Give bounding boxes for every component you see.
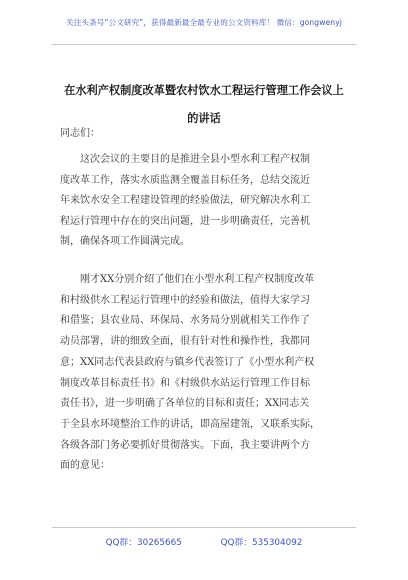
paragraph-line: 和村级供水工程运行管理中的经验和做法，值得大家学习 [60,294,310,306]
footer [0,535,408,548]
paragraph-line: 程运行管理中存在的突出问题，进一步明确责任，完善机 [60,215,310,227]
title-line-1: 在水利产权制度改革暨农村饮水工程运行管理工作会议上 [64,83,344,97]
header-divider [52,44,356,45]
header-banner [0,0,408,44]
footer-qq-group-1: QQ群：30265665 [105,538,182,548]
salutation: 同志们： [60,128,100,139]
paragraph-line: 于全县水环境整治工作的讲话，即高屋建瓴，又联系实际， [60,418,320,430]
title-line-2: 的讲话 [187,111,221,125]
paragraph-line: 和借鉴；县农业局、环保局、水务局分别就相关工作作了 [60,315,310,327]
paragraph-line: 刚才XX分别介绍了他们在小型水利工程产权制度改革 [60,274,315,285]
paragraph-line: 年来饮水安全工程建设管理的经验做法，研究解决水利工 [60,195,310,206]
document-title [44,76,364,132]
paragraph-line: 意；XX同志代表县政府与镇乡代表签订了《小型水利产权 [60,356,315,368]
paragraph-line: 各级各部门务必要抓好贯彻落实。下面，我主要讲两个方 [60,439,310,451]
paragraph-line: 动员部署，讲的细致全面，很有针对性和操作性，我都同 [60,336,310,348]
footer-divider [52,527,356,528]
banner-text: 关注头条号“公文研究”，获得最新最全最专业的公文资料库！ 微信：gongwenyj [66,17,342,27]
paragraph-line: 这次会议的主要目的是推进全县小型水利工程产权制 [60,154,310,165]
paragraph-line: 面的意见： [60,460,110,472]
paragraph-line: 制，确保各项工作圆满完成。 [60,236,190,247]
footer-qq-group-2: QQ群：535304092 [220,538,303,548]
paragraph-line: 责任书》，进一步明确了各单位的目标和责任；XX同志关 [60,398,310,410]
paragraph-line: 度改革工作，落实水质监测全覆盖目标任务，总结交流近 [60,174,310,186]
paragraph-line: 制度改革目标责任书》和《村级供水站运行管理工作目标 [60,377,310,389]
paragraph-2 [60,270,353,477]
paragraph-1 [60,150,353,253]
